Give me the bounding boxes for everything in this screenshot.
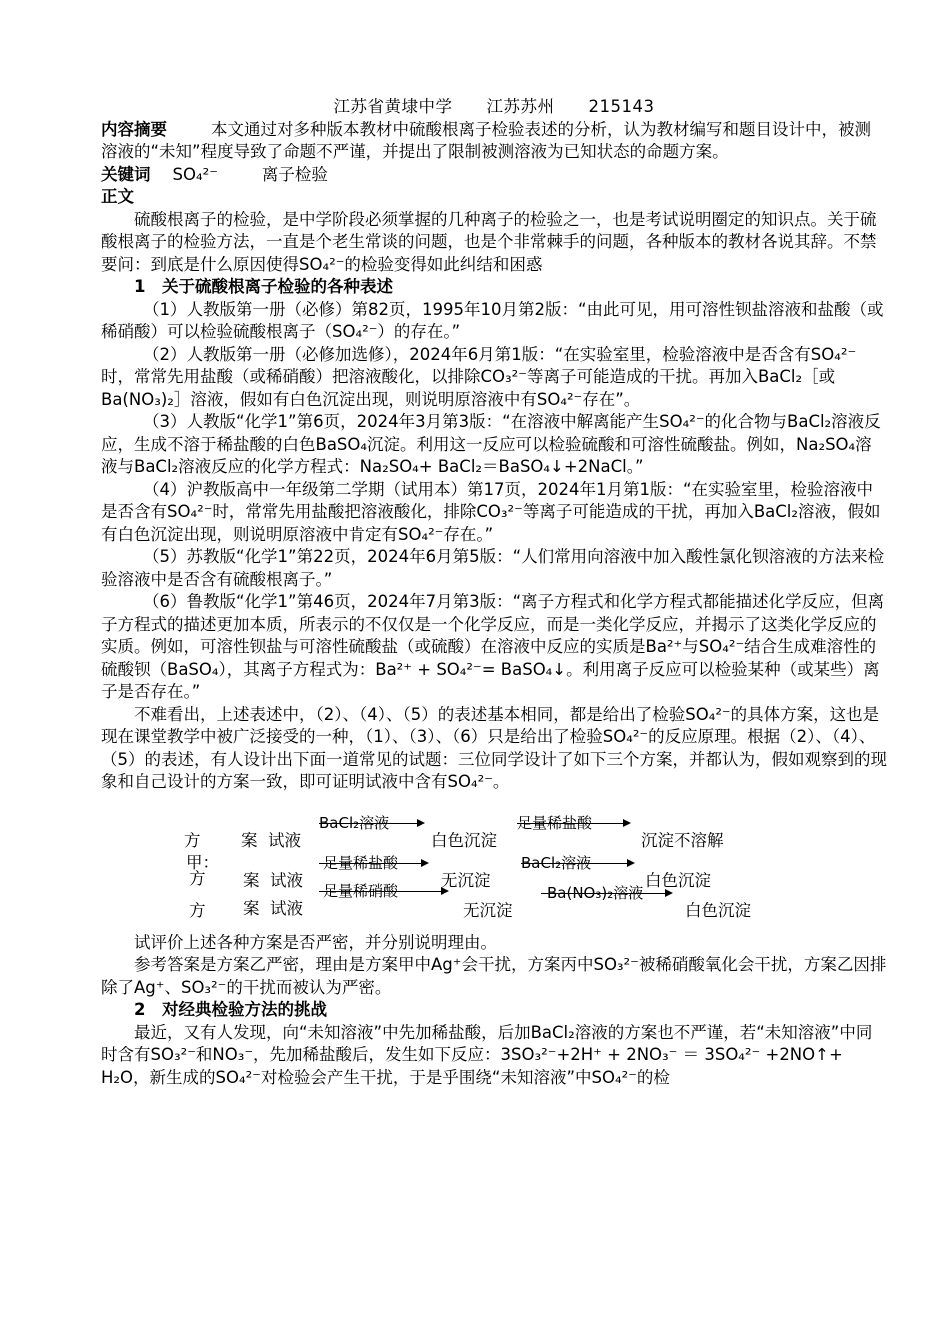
scheme-result: 无沉淀 (441, 870, 491, 890)
arrow (541, 893, 671, 894)
scheme-prefix: 方 (184, 830, 201, 850)
abstract-text: 本文通过对多种版本教材中硫酸根离子检验表述的分析，认为教材编写和题目设计中，被测溶液的“未知”程度导致了命题不严谨，并提出了限制被测溶液为已知状态的命题方案。 (101, 119, 871, 161)
reagent-label: Ba(NO₃)₂溶液 (547, 883, 644, 902)
arrow (319, 891, 447, 892)
keywords-label: 关键词 (101, 164, 151, 184)
question-paragraph: 试评价上述各种方案是否严密，并分别说明理由。 (134, 932, 497, 952)
textbook-item-5: （5）苏教版“化学1”第22页，2024年6月第5版：“人们常用向溶液中加入酸性氯化钡溶液的方法来检验溶液中是否含有硫酸根离子。” (101, 547, 885, 589)
arrow (319, 863, 427, 864)
textbook-item-6: （6）鲁教版“化学1”第46页，2024年7月第3版：“离子方程式和化学方程式都能描述化学反应，但离子方程式的描述更加本质，所表示的不仅仅是一个化学反应，而是一类化学反应，并揭示了这类化学反应的实质。例如，可溶性钡盐与可溶性硫酸盐（或硫酸）在溶液中反应的实质是Ba²⁺与SO₄²⁻结合生成难溶性的硫酸钡（BaSO₄），其离子方程式为：Ba²⁺ + SO₄²⁻= BaSO₄↓。利用离子反应可以检验某种（或某些）离子是否存在。” (101, 592, 885, 701)
reagent-label: BaCl₂溶液 (319, 813, 390, 832)
abstract-label: 内容摘要 (101, 119, 167, 139)
arrow (319, 823, 423, 824)
scheme-prefix: 案 (241, 830, 258, 850)
intro-paragraph: 硫酸根离子的检验，是中学阶段必须掌握的几种离子的检验之一，也是考试说明圈定的知识点。关于硫酸根离子的检验方法，一直是个老生常谈的问题，也是个非常棘手的问题，各种版本的教材各说其辞。不禁要问：到底是什么原因使得SO₄²⁻的检验变得如此纠结和困惑 (101, 209, 877, 274)
textbook-item-1: （1）人教版第一册（必修）第82页，1995年10月第2版：“由此可见，用可溶性钡盐溶液和盐酸（或稀硝酸）可以检验硫酸根离子（SO₄²⁻）的存在。” (101, 299, 884, 341)
scheme-diagram (101, 813, 887, 932)
scheme-result: 白色沉淀 (685, 900, 751, 920)
textbook-item-4: （4）沪教版高中一年级第二学期（试用本）第17页，2024年1月第1版：“在实验室里，检验溶液中是否含有SO₄²⁻时，常常先用盐酸把溶液酸化，排除CO₃²⁻等离子可能造成的干扰，再加入BaCl₂溶液，假如有白色沉淀出现，则说明原溶液中肯定有SO₄²⁻存在。” (101, 479, 881, 544)
keyword-item: SO₄²⁻ (172, 164, 218, 184)
abstract (101, 119, 887, 164)
reagent-label: 足量稀盐酸 (517, 813, 593, 832)
scheme-prefix: 方 (189, 900, 206, 920)
author-affiliation: 江苏省黄埭中学 江苏苏州 215143 (333, 97, 655, 116)
reagent-label: BaCl₂溶液 (521, 853, 592, 872)
scheme-result: 沉淀不溶解 (641, 830, 724, 850)
scheme-start: 试液 (268, 830, 301, 850)
scheme-result: 无沉淀 (463, 900, 513, 920)
document-page (101, 96, 887, 1089)
reagent-label: 足量稀硝酸 (323, 881, 399, 900)
analysis-paragraph: 不难看出，上述表述中，（2）、（4）、（5）的表述基本相同，都是给出了检验SO₄²⁻的具体方案，这也是现在课堂教学中被广泛接受的一种，（1）、（3）、（6）只是给出了检验SO₄²⁻的反应原理。根据（2）、（4）、（5）的表述，有人设计出下面一道常见的试题：三位同学设计了如下三个方案，并都认为，假如观察到的现象和自己设计的方案一致，即可证明试液中含有SO₄²⁻。 (101, 704, 887, 791)
scheme-prefix: 甲： (186, 852, 219, 872)
textbook-item-2: （2）人教版第一册（必修加选修），2024年6月第1版：“在实验室里，检验溶液中是否含有SO₄²⁻时，常常先用盐酸（或稀硝酸）把溶液酸化，以排除CO₃²⁻等离子可能造成的干扰。再加入BaCl₂［或Ba(NO₃)₂］溶液，假如有白色沉淀出现，则说明原溶液中有SO₄²⁻存在”。 (101, 344, 857, 409)
scheme-prefix: 方 (189, 868, 206, 888)
section-1-title: 1 关于硫酸根离子检验的各种表述 (134, 277, 393, 296)
arrow (517, 823, 629, 824)
keywords (101, 164, 887, 187)
body-heading: 正文 (101, 187, 134, 206)
scheme-result: 白色沉淀 (431, 830, 497, 850)
keyword-item: 离子检验 (261, 164, 328, 184)
section-2-title: 2 对经典检验方法的挑战 (134, 1000, 327, 1019)
scheme-result: 白色沉淀 (645, 870, 711, 890)
textbook-item-3: （3）人教版“化学1”第6页，2024年3月第3版：“在溶液中解离能产生SO₄²⁻的化合物与BaCl₂溶液反应，生成不溶于稀盐酸的白色BaSO₄沉淀。利用这一反应可以检验硫酸和可溶性硫酸盐。例如，Na₂SO₄溶液与BaCl₂溶液反应的化学方程式：Na₂SO₄+ BaCl₂＝BaSO₄↓+2NaCl。” (101, 412, 881, 476)
scheme-start: 试液 (270, 898, 303, 918)
scheme-start: 试液 (270, 870, 303, 890)
answer-paragraph: 参考答案是方案乙严密，理由是方案甲中Ag⁺会干扰，方案丙中SO₃²⁻被稀硝酸氧化会干扰，方案乙因排除了Ag⁺、SO₃²⁻的干扰而被认为严密。 (101, 955, 887, 997)
reagent-label: 足量稀盐酸 (323, 853, 399, 872)
scheme-prefix: 案 (243, 898, 260, 918)
arrow (521, 863, 633, 864)
section-2-paragraph: 最近，又有人发现，向“未知溶液”中先加稀盐酸，后加BaCl₂溶液的方案也不严谨，若“未知溶液”中同时含有SO₃²⁻和NO₃⁻，先加稀盐酸后，发生如下反应：3SO₃²⁻+2H⁺ + 2NO₃⁻ ＝ 3SO₄²⁻ +2NO↑+ H₂O，新生成的SO₄²⁻对检验会产生干扰，于是乎围绕“未知溶液”中SO₄²⁻的检 (101, 1022, 873, 1087)
scheme-prefix: 案 (243, 870, 260, 890)
